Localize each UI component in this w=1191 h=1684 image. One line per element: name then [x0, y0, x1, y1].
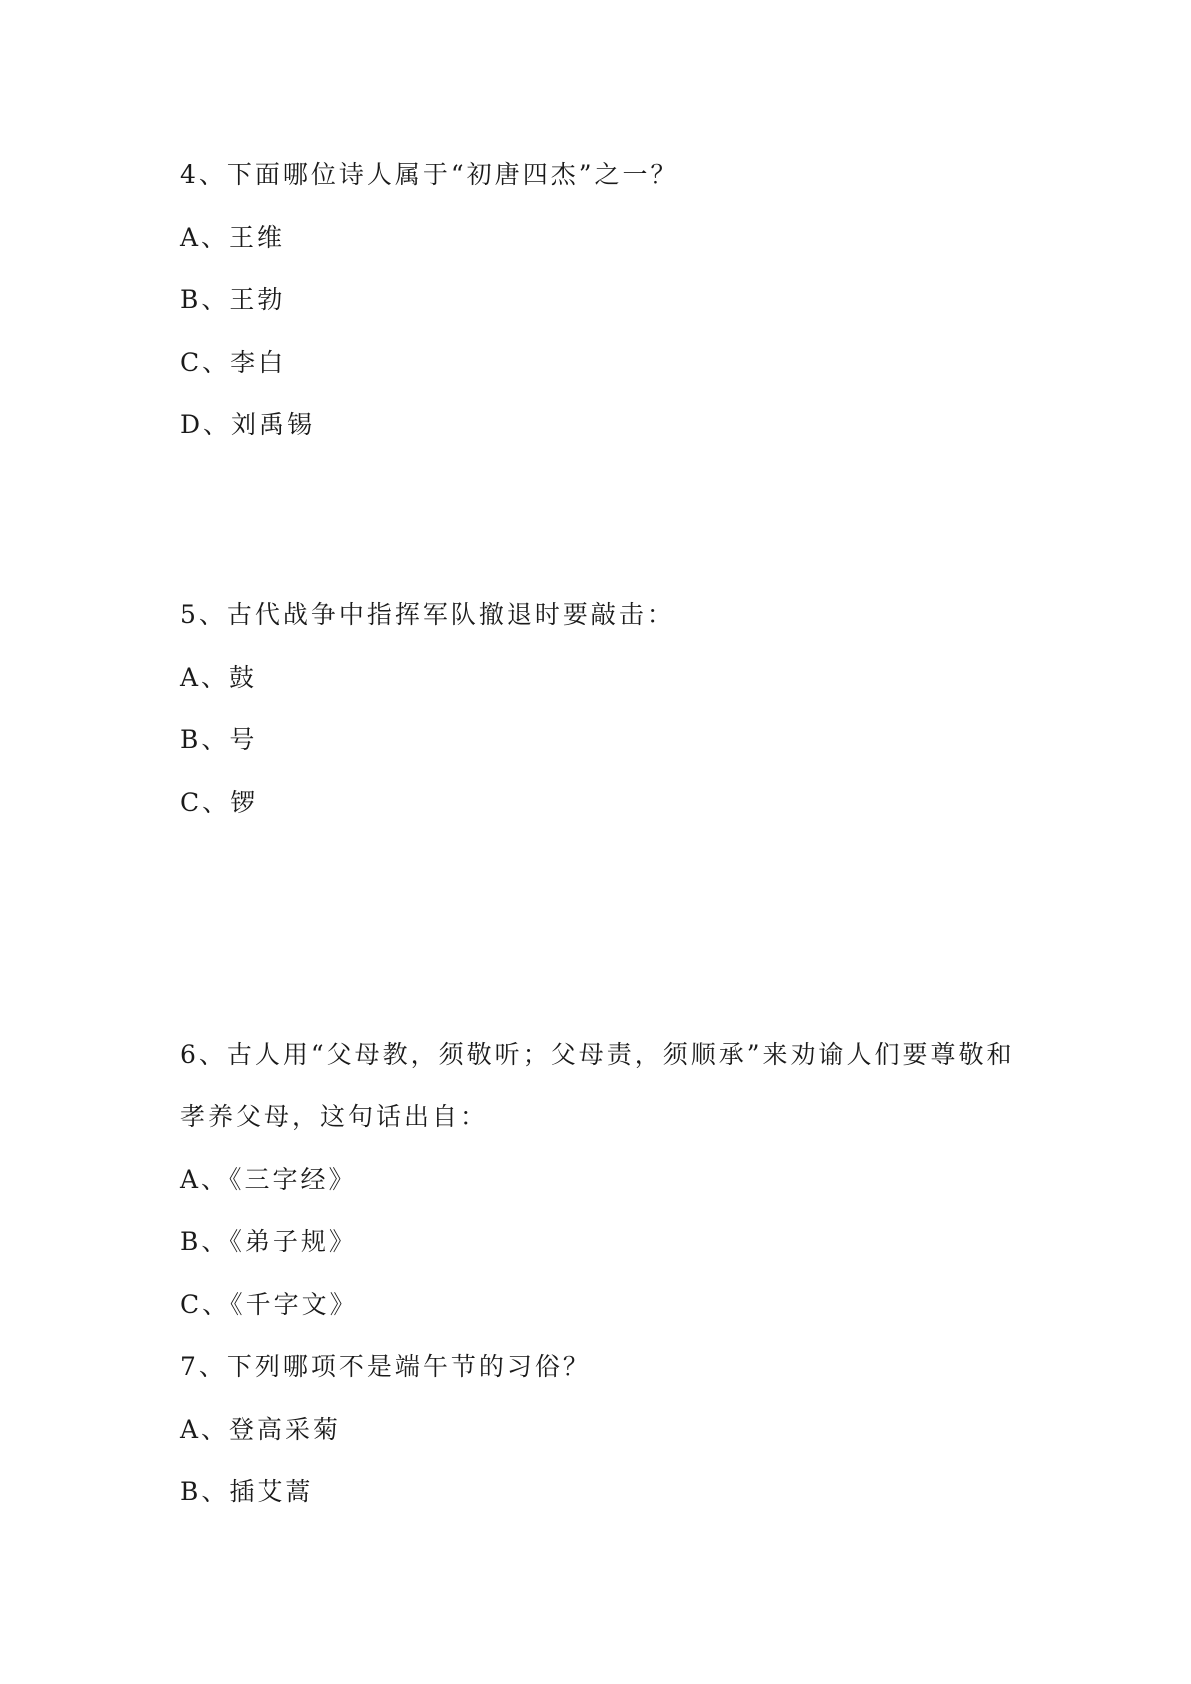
- question-5-option-a: A、鼓: [180, 663, 258, 692]
- question-4-option-b: B、王勃: [180, 285, 286, 314]
- question-5-option-c: C、锣: [180, 788, 259, 817]
- question-6-option-c: C、《千字文》: [180, 1290, 358, 1319]
- question-7-option-a: A、登高采菊: [180, 1415, 342, 1444]
- question-4-option-a: A、王维: [180, 223, 286, 252]
- question-5-option-b: B、号: [180, 725, 258, 754]
- question-6-option-b: B、《弟子规》: [180, 1227, 357, 1256]
- question-4-option-d: D、刘禹锡: [180, 410, 316, 439]
- question-4-text: 4、下面哪位诗人属于“初唐四杰”之一？: [180, 160, 679, 189]
- question-7-text: 7、下列哪项不是端午节的习俗？: [180, 1352, 591, 1381]
- question-6-text-line-1: 6、古人用“父母教，须敬听；父母责，须顺承”来劝谕人们要尊敬和: [180, 1040, 1015, 1069]
- question-5-text: 5、古代战争中指挥军队撤退时要敲击：: [180, 600, 675, 629]
- question-7-option-b: B、插艾蒿: [180, 1477, 314, 1506]
- question-6-option-a: A、《三字经》: [180, 1165, 357, 1194]
- question-4-option-c: C、李白: [180, 348, 287, 377]
- question-6-text-line-2: 孝养父母，这句话出自：: [180, 1102, 489, 1131]
